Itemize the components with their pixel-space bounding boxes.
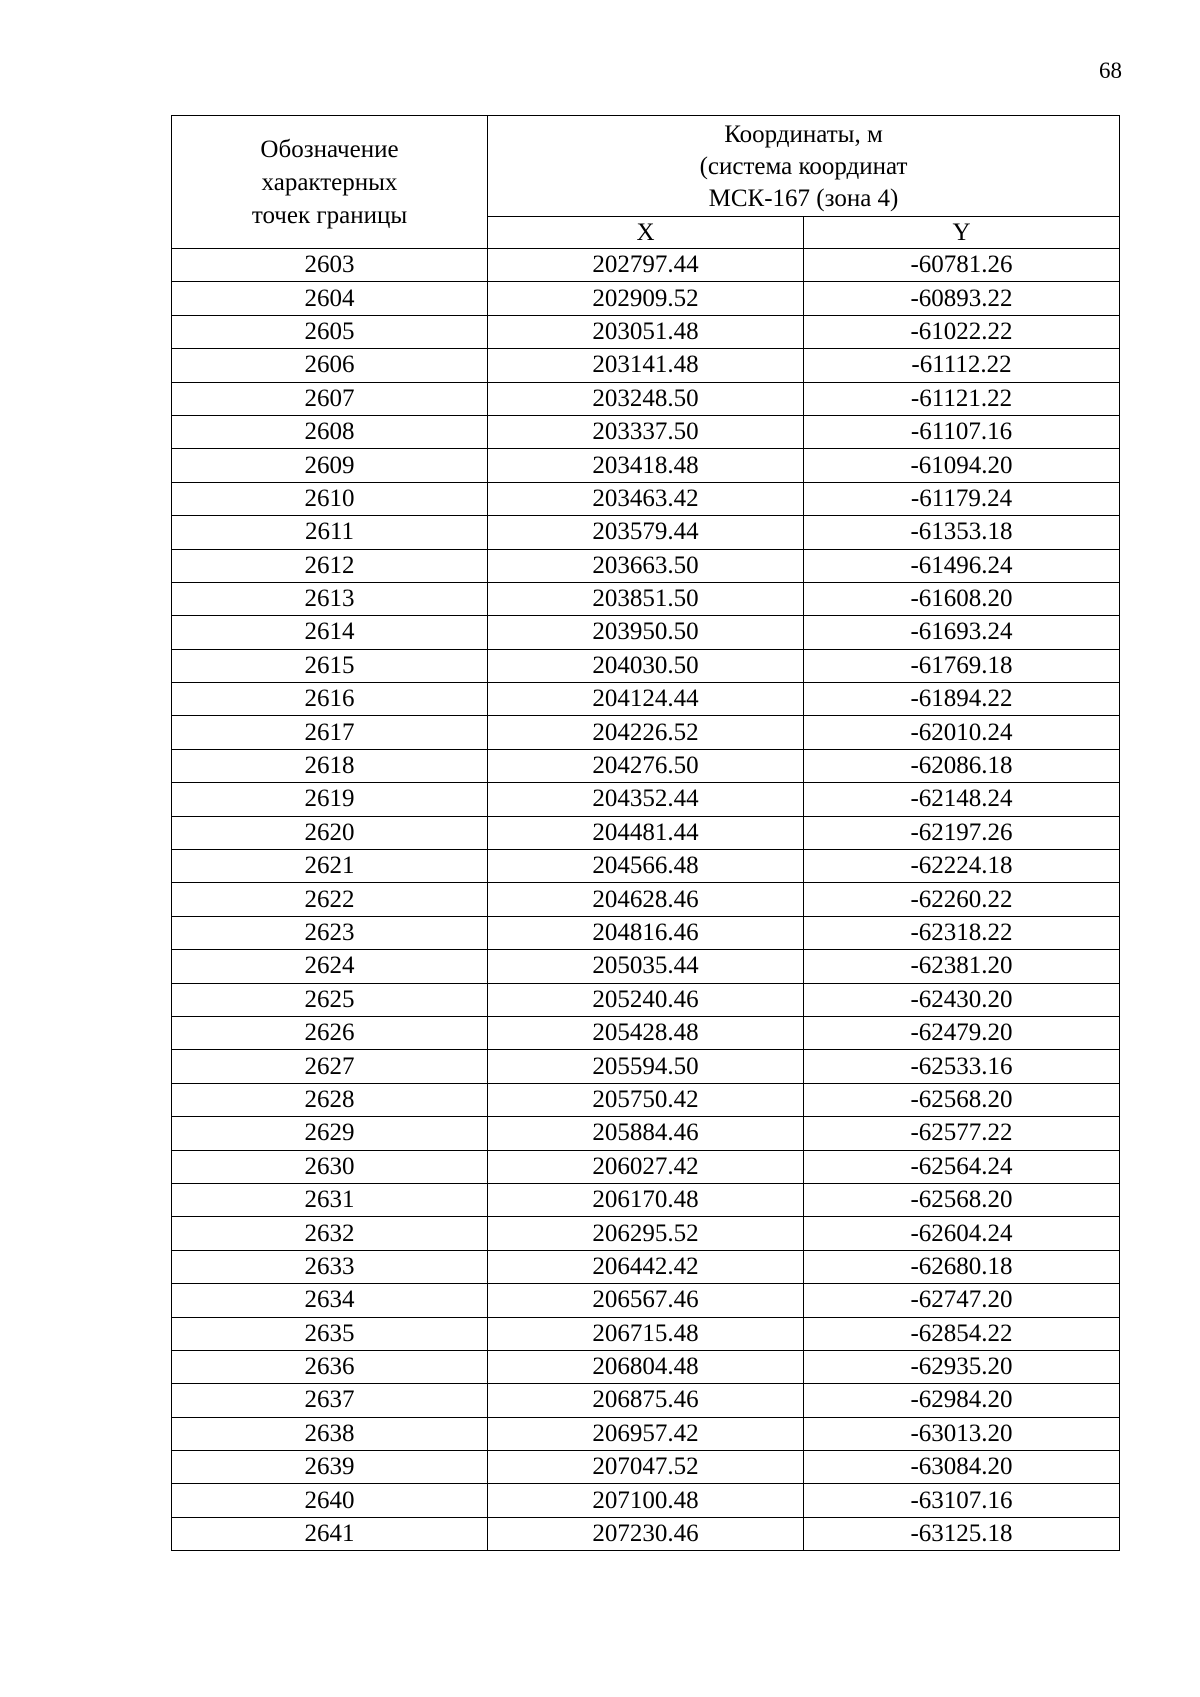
table-row [172, 415, 1120, 448]
point-id-cell: 2632 [172, 1217, 488, 1250]
table-row [172, 883, 1120, 916]
y-coordinate-cell: -62010.24 [804, 716, 1120, 749]
point-id-cell: 2619 [172, 783, 488, 816]
x-coordinate-cell: 206442.42 [488, 1250, 804, 1283]
x-coordinate-cell: 206875.46 [488, 1384, 804, 1417]
x-coordinate-cell: 203337.50 [488, 415, 804, 448]
table-row [172, 349, 1120, 382]
x-coordinate-cell: 203663.50 [488, 549, 804, 582]
x-coordinate-cell: 204481.44 [488, 816, 804, 849]
point-id-cell: 2639 [172, 1451, 488, 1484]
point-id-cell: 2622 [172, 883, 488, 916]
table-row [172, 1350, 1120, 1383]
y-coordinate-cell: -62197.26 [804, 816, 1120, 849]
coordinates-line-2: (система координат [699, 153, 908, 180]
y-coordinate-cell: -61022.22 [804, 315, 1120, 348]
point-id-cell: 2603 [172, 249, 488, 282]
table-row [172, 1317, 1120, 1350]
table-row [172, 616, 1120, 649]
x-coordinate-cell: 205035.44 [488, 950, 804, 983]
point-id-cell: 2634 [172, 1284, 488, 1317]
table-row [172, 482, 1120, 515]
y-coordinate-cell: -61894.22 [804, 683, 1120, 716]
table-row [172, 1250, 1120, 1283]
y-coordinate-cell: -62568.20 [804, 1183, 1120, 1216]
y-coordinate-cell: -60893.22 [804, 282, 1120, 315]
y-coordinate-cell: -62680.18 [804, 1250, 1120, 1283]
table-row [172, 449, 1120, 482]
coordinates-table [171, 115, 1120, 1551]
point-designation-line-3: точек границы [251, 201, 408, 229]
x-coordinate-cell: 205750.42 [488, 1083, 804, 1116]
x-coordinate-cell: 202797.44 [488, 249, 804, 282]
y-coordinate-cell: -63084.20 [804, 1451, 1120, 1484]
y-coordinate-cell: -62604.24 [804, 1217, 1120, 1250]
x-coordinate-cell: 206027.42 [488, 1150, 804, 1183]
point-id-cell: 2623 [172, 916, 488, 949]
x-coordinate-cell: 203141.48 [488, 349, 804, 382]
point-id-cell: 2606 [172, 349, 488, 382]
point-id-cell: 2621 [172, 850, 488, 883]
point-id-cell: 2612 [172, 549, 488, 582]
y-coordinate-cell: -61496.24 [804, 549, 1120, 582]
point-id-cell: 2630 [172, 1150, 488, 1183]
x-coordinate-cell: 203248.50 [488, 382, 804, 415]
table-row [172, 516, 1120, 549]
point-id-cell: 2604 [172, 282, 488, 315]
y-coordinate-cell: -62318.22 [804, 916, 1120, 949]
y-coordinate-cell: -62577.22 [804, 1117, 1120, 1150]
table-row [172, 1384, 1120, 1417]
x-coordinate-cell: 203051.48 [488, 315, 804, 348]
table-body [172, 249, 1120, 1551]
table-row [172, 1484, 1120, 1517]
table-row [172, 1117, 1120, 1150]
point-id-cell: 2627 [172, 1050, 488, 1083]
coordinates-header [488, 116, 1120, 217]
y-coordinate-cell: -61353.18 [804, 516, 1120, 549]
x-coordinate-cell: 203579.44 [488, 516, 804, 549]
y-coordinate-cell: -60781.26 [804, 249, 1120, 282]
x-coordinate-cell: 203463.42 [488, 482, 804, 515]
y-coordinate-cell: -62224.18 [804, 850, 1120, 883]
point-id-cell: 2610 [172, 482, 488, 515]
point-id-cell: 2616 [172, 683, 488, 716]
x-column-header: X [488, 217, 804, 249]
table-row [172, 816, 1120, 849]
table-row [172, 683, 1120, 716]
table-row [172, 1083, 1120, 1116]
y-coordinate-cell: -62381.20 [804, 950, 1120, 983]
table-row [172, 916, 1120, 949]
y-coordinate-cell: -62086.18 [804, 749, 1120, 782]
x-coordinate-cell: 206295.52 [488, 1217, 804, 1250]
table-row [172, 1016, 1120, 1049]
table-row [172, 850, 1120, 883]
table-row [172, 315, 1120, 348]
y-coordinate-cell: -61693.24 [804, 616, 1120, 649]
y-coordinate-cell: -62935.20 [804, 1350, 1120, 1383]
point-id-cell: 2605 [172, 315, 488, 348]
point-id-cell: 2629 [172, 1117, 488, 1150]
table-row [172, 549, 1120, 582]
page-number: 68 [1099, 58, 1122, 83]
table-row [172, 749, 1120, 782]
table-row [172, 1517, 1120, 1550]
y-coordinate-cell: -61121.22 [804, 382, 1120, 415]
x-coordinate-cell: 204226.52 [488, 716, 804, 749]
point-id-cell: 2613 [172, 582, 488, 615]
x-coordinate-cell: 206170.48 [488, 1183, 804, 1216]
y-coordinate-cell: -62430.20 [804, 983, 1120, 1016]
point-id-cell: 2620 [172, 816, 488, 849]
table-row [172, 1451, 1120, 1484]
point-designation-line-2: характерных [261, 168, 398, 196]
table-row [172, 950, 1120, 983]
y-column-header: Y [804, 217, 1120, 249]
y-coordinate-cell: -63125.18 [804, 1517, 1120, 1550]
y-coordinate-cell: -62533.16 [804, 1050, 1120, 1083]
y-coordinate-cell: -62854.22 [804, 1317, 1120, 1350]
table-row [172, 1050, 1120, 1083]
x-coordinate-cell: 206957.42 [488, 1417, 804, 1450]
x-coordinate-cell: 203851.50 [488, 582, 804, 615]
x-coordinate-cell: 204628.46 [488, 883, 804, 916]
y-coordinate-cell: -61107.16 [804, 415, 1120, 448]
x-coordinate-cell: 207230.46 [488, 1517, 804, 1550]
point-id-cell: 2638 [172, 1417, 488, 1450]
y-coordinate-cell: -62568.20 [804, 1083, 1120, 1116]
point-id-cell: 2615 [172, 649, 488, 682]
point-id-cell: 2641 [172, 1517, 488, 1550]
point-id-cell: 2608 [172, 415, 488, 448]
coordinates-line-3: МСК-167 (зона 4) [708, 185, 899, 212]
point-id-cell: 2609 [172, 449, 488, 482]
point-designation-header [172, 116, 488, 249]
table-row [172, 1217, 1120, 1250]
table-row [172, 282, 1120, 315]
x-coordinate-cell: 204566.48 [488, 850, 804, 883]
y-coordinate-cell: -62747.20 [804, 1284, 1120, 1317]
x-coordinate-cell: 203950.50 [488, 616, 804, 649]
y-coordinate-cell: -62984.20 [804, 1384, 1120, 1417]
x-coordinate-cell: 204816.46 [488, 916, 804, 949]
x-coordinate-cell: 205428.48 [488, 1016, 804, 1049]
table-row [172, 1183, 1120, 1216]
x-coordinate-cell: 207047.52 [488, 1451, 804, 1484]
y-coordinate-cell: -62564.24 [804, 1150, 1120, 1183]
table-row [172, 983, 1120, 1016]
y-coordinate-cell: -61094.20 [804, 449, 1120, 482]
x-coordinate-cell: 204030.50 [488, 649, 804, 682]
x-coordinate-cell: 207100.48 [488, 1484, 804, 1517]
x-coordinate-cell: 206715.48 [488, 1317, 804, 1350]
point-id-cell: 2607 [172, 382, 488, 415]
coordinates-line-1: Координаты, м [724, 121, 883, 148]
point-id-cell: 2624 [172, 950, 488, 983]
point-id-cell: 2637 [172, 1384, 488, 1417]
table-row [172, 1150, 1120, 1183]
y-coordinate-cell: -62479.20 [804, 1016, 1120, 1049]
point-id-cell: 2636 [172, 1350, 488, 1383]
table-row [172, 783, 1120, 816]
x-coordinate-cell: 205594.50 [488, 1050, 804, 1083]
x-coordinate-cell: 203418.48 [488, 449, 804, 482]
point-id-cell: 2640 [172, 1484, 488, 1517]
table-row [172, 716, 1120, 749]
y-coordinate-cell: -61608.20 [804, 582, 1120, 615]
point-id-cell: 2628 [172, 1083, 488, 1116]
table-row [172, 382, 1120, 415]
y-coordinate-cell: -61769.18 [804, 649, 1120, 682]
point-id-cell: 2633 [172, 1250, 488, 1283]
y-coordinate-cell: -61112.22 [804, 349, 1120, 382]
y-coordinate-cell: -62260.22 [804, 883, 1120, 916]
x-coordinate-cell: 205884.46 [488, 1117, 804, 1150]
point-id-cell: 2618 [172, 749, 488, 782]
table-row [172, 1284, 1120, 1317]
table-row [172, 582, 1120, 615]
point-designation-line-1: Обозначение [260, 135, 399, 163]
point-id-cell: 2614 [172, 616, 488, 649]
x-coordinate-cell: 204352.44 [488, 783, 804, 816]
x-coordinate-cell: 204124.44 [488, 683, 804, 716]
table-row [172, 649, 1120, 682]
point-id-cell: 2625 [172, 983, 488, 1016]
x-coordinate-cell: 206567.46 [488, 1284, 804, 1317]
table-row [172, 1417, 1120, 1450]
point-id-cell: 2631 [172, 1183, 488, 1216]
point-id-cell: 2626 [172, 1016, 488, 1049]
x-coordinate-cell: 206804.48 [488, 1350, 804, 1383]
x-coordinate-cell: 202909.52 [488, 282, 804, 315]
y-coordinate-cell: -62148.24 [804, 783, 1120, 816]
y-coordinate-cell: -63013.20 [804, 1417, 1120, 1450]
table-row [172, 249, 1120, 282]
x-coordinate-cell: 205240.46 [488, 983, 804, 1016]
point-id-cell: 2611 [172, 516, 488, 549]
y-coordinate-cell: -63107.16 [804, 1484, 1120, 1517]
x-coordinate-cell: 204276.50 [488, 749, 804, 782]
point-id-cell: 2617 [172, 716, 488, 749]
y-coordinate-cell: -61179.24 [804, 482, 1120, 515]
point-id-cell: 2635 [172, 1317, 488, 1350]
